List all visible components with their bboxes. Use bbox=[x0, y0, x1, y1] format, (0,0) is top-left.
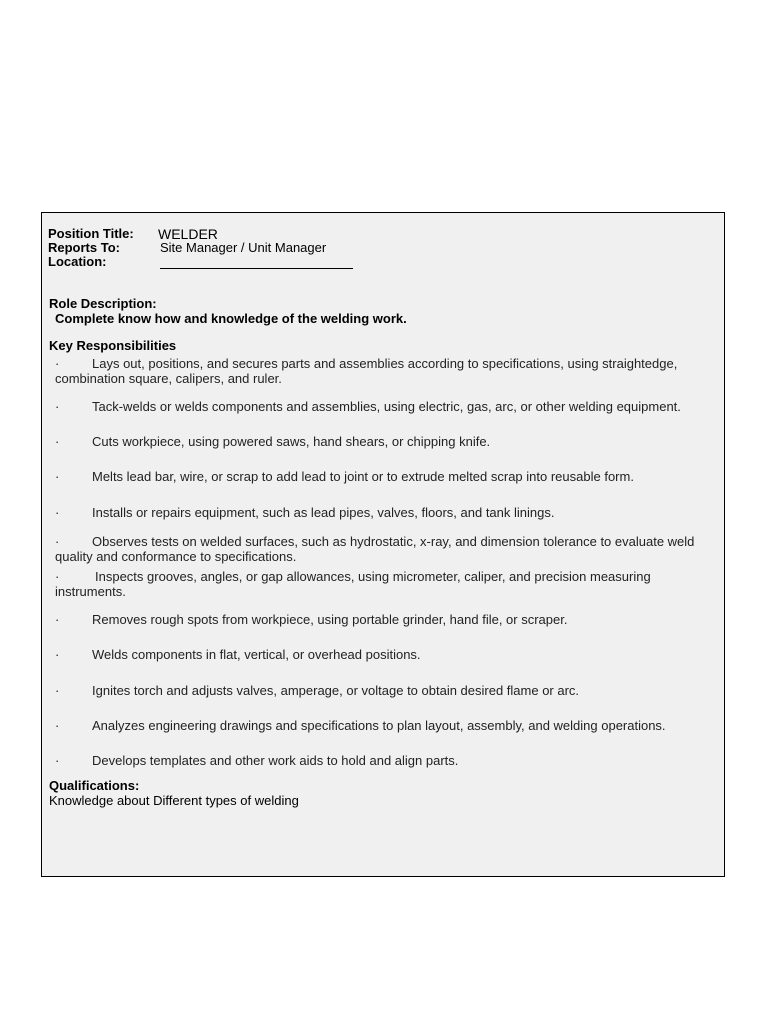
role-description-heading: Role Description: bbox=[49, 296, 157, 311]
key-responsibilities-heading: Key Responsibilities bbox=[49, 338, 177, 353]
bullet-icon: · bbox=[55, 356, 60, 371]
position-title-label: Position Title: bbox=[48, 226, 134, 241]
bullet-icon: · bbox=[55, 569, 60, 584]
responsibility-item: · Tack-welds or welds components and assemblies, using electric, gas, arc, or other welding equipment. bbox=[55, 399, 681, 414]
bullet-icon: · bbox=[55, 683, 60, 698]
responsibility-item: · Welds components in flat, vertical, or overhead positions. bbox=[55, 647, 421, 662]
responsibility-item: · Analyzes engineering drawings and specifications to plan layout, assembly, and welding operations. bbox=[55, 718, 666, 733]
bullet-icon: · bbox=[55, 505, 60, 520]
responsibility-item: · Lays out, positions, and secures parts and assemblies according to specifications, using straightedge, combination square, calipers, and ruler. bbox=[55, 356, 678, 386]
responsibility-item: · Installs or repairs equipment, such as lead pipes, valves, floors, and tank linings. bbox=[55, 505, 555, 520]
responsibility-item: · Develops templates and other work aids to hold and align parts. bbox=[55, 753, 459, 768]
responsibility-item: · Removes rough spots from workpiece, using portable grinder, hand file, or scraper. bbox=[55, 612, 568, 627]
responsibility-item: · Observes tests on welded surfaces, such as hydrostatic, x-ray, and dimension tolerance to evaluate weld quality and conformance to specifications. bbox=[55, 534, 695, 564]
bullet-icon: · bbox=[55, 399, 60, 414]
bullet-icon: · bbox=[55, 534, 60, 549]
bullet-icon: · bbox=[55, 647, 60, 662]
bullet-icon: · bbox=[55, 612, 60, 627]
role-description-text: Complete know how and knowledge of the welding work. bbox=[55, 311, 407, 326]
bullet-icon: · bbox=[55, 718, 60, 733]
position-title-value: WELDER bbox=[158, 226, 218, 242]
job-description-sheet bbox=[41, 212, 725, 877]
responsibility-item: · Melts lead bar, wire, or scrap to add lead to joint or to extrude melted scrap into reusable form. bbox=[55, 469, 634, 484]
responsibility-item: · Ignites torch and adjusts valves, amperage, or voltage to obtain desired flame or arc. bbox=[55, 683, 580, 698]
reports-to-value: Site Manager / Unit Manager bbox=[160, 240, 327, 255]
location-blank-line bbox=[160, 268, 353, 269]
responsibility-item: · Cuts workpiece, using powered saws, hand shears, or chipping knife. bbox=[55, 434, 491, 449]
responsibility-item: · Inspects grooves, angles, or gap allowances, using micrometer, caliper, and precision measuring instruments. bbox=[55, 569, 651, 599]
bullet-icon: · bbox=[55, 434, 60, 449]
qualifications-heading: Qualifications: bbox=[49, 778, 140, 793]
bullet-icon: · bbox=[55, 753, 60, 768]
location-label: Location: bbox=[48, 254, 107, 269]
qualifications-text: Knowledge about Different types of welding bbox=[49, 793, 299, 808]
bullet-icon: · bbox=[55, 469, 60, 484]
reports-to-label: Reports To: bbox=[48, 240, 120, 255]
